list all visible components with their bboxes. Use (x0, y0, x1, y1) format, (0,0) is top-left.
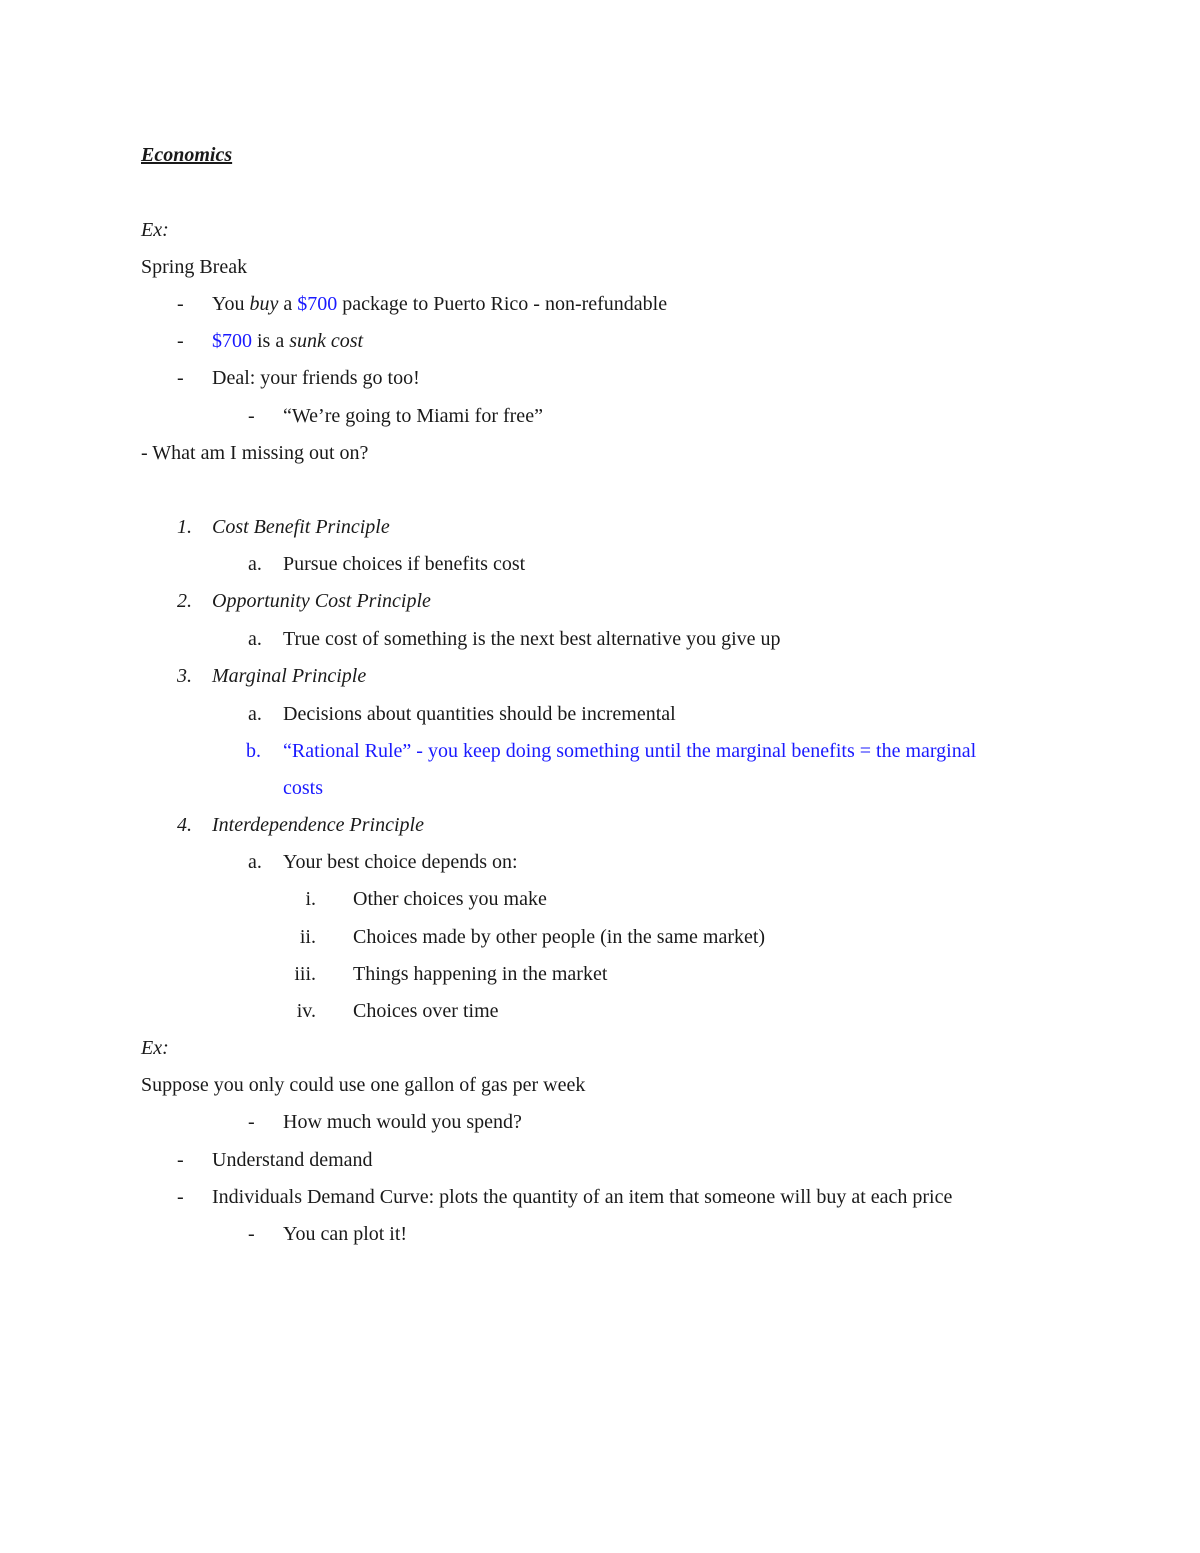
principle-name: Interdependence Principle (212, 814, 424, 836)
bullet-text: You (212, 293, 250, 315)
sub-bullet-marker: - (248, 1223, 255, 1245)
sub-item-text: True cost of something is the next best alternative you give up (283, 628, 781, 650)
principle-number: 4. (177, 814, 192, 836)
bullet-item (212, 329, 363, 353)
roman-marker: iv. (296, 1000, 316, 1022)
rational-rule-text: “Rational Rule” - you keep doing something until the marginal benefits = the marginal (283, 740, 977, 762)
bullet-text: is a (252, 330, 290, 352)
sub-bullet-marker: - (248, 1111, 255, 1133)
bullet-item: Individuals Demand Curve: plots the quantity of an item that someone will buy at each price (212, 1186, 953, 1208)
bullet-text: a (278, 293, 298, 315)
bullet-marker: - (177, 1149, 184, 1171)
roman-marker: ii. (299, 926, 316, 948)
sub-item-text: Pursue choices if benefits cost (283, 553, 526, 575)
bullet-item (212, 292, 667, 316)
emphasis-text: buy (249, 293, 279, 315)
principle-number: 2. (177, 590, 192, 612)
roman-item-text: Things happening in the market (353, 963, 608, 985)
bullet-marker: - (177, 330, 184, 352)
bullet-item: Deal: your friends go too! (212, 367, 420, 389)
principle-name: Opportunity Cost Principle (212, 590, 431, 612)
section-heading: Spring Break (141, 256, 248, 278)
example-label: Ex: (141, 1037, 169, 1059)
sub-item-text: Your best choice depends on: (283, 851, 518, 873)
roman-item-text: Choices over time (353, 1000, 499, 1022)
rational-rule-text-continued: costs (283, 777, 323, 799)
emphasis-text: sunk cost (289, 330, 364, 352)
sub-bullet-item: How much would you spend? (283, 1111, 522, 1133)
bullet-text: package to Puerto Rico - non-refundable (337, 293, 668, 315)
principle-name: Cost Benefit Principle (212, 516, 390, 538)
sub-item-marker: b. (246, 740, 261, 762)
sub-bullet-marker: - (248, 405, 255, 427)
roman-item-text: Other choices you make (353, 888, 547, 910)
price-highlight: $700 (212, 330, 252, 352)
example-label: Ex: (141, 219, 169, 241)
bullet-marker: - (177, 367, 184, 389)
section-heading: Suppose you only could use one gallon of gas per week (141, 1074, 586, 1096)
sub-item-text: Decisions about quantities should be incremental (283, 703, 676, 725)
sub-item-marker: a. (248, 703, 262, 725)
bullet-marker: - (177, 293, 184, 315)
principle-number: 3. (177, 665, 192, 687)
principle-name: Marginal Principle (212, 665, 367, 687)
sub-bullet-item: You can plot it! (283, 1223, 408, 1245)
sub-item-marker: a. (248, 628, 262, 650)
bullet-marker: - (177, 1186, 184, 1208)
document-title: Economics (141, 144, 233, 166)
bullet-item: Understand demand (212, 1149, 373, 1171)
price-highlight: $700 (297, 293, 338, 315)
roman-marker: i. (305, 888, 316, 910)
question-line: - What am I missing out on? (141, 442, 369, 464)
roman-item-text: Choices made by other people (in the same market) (353, 926, 766, 948)
sub-item-marker: a. (248, 851, 262, 873)
principle-number: 1. (177, 516, 192, 538)
sub-bullet-item: “We’re going to Miami for free” (283, 405, 543, 427)
sub-item-marker: a. (248, 553, 262, 575)
roman-marker: iii. (294, 963, 316, 985)
